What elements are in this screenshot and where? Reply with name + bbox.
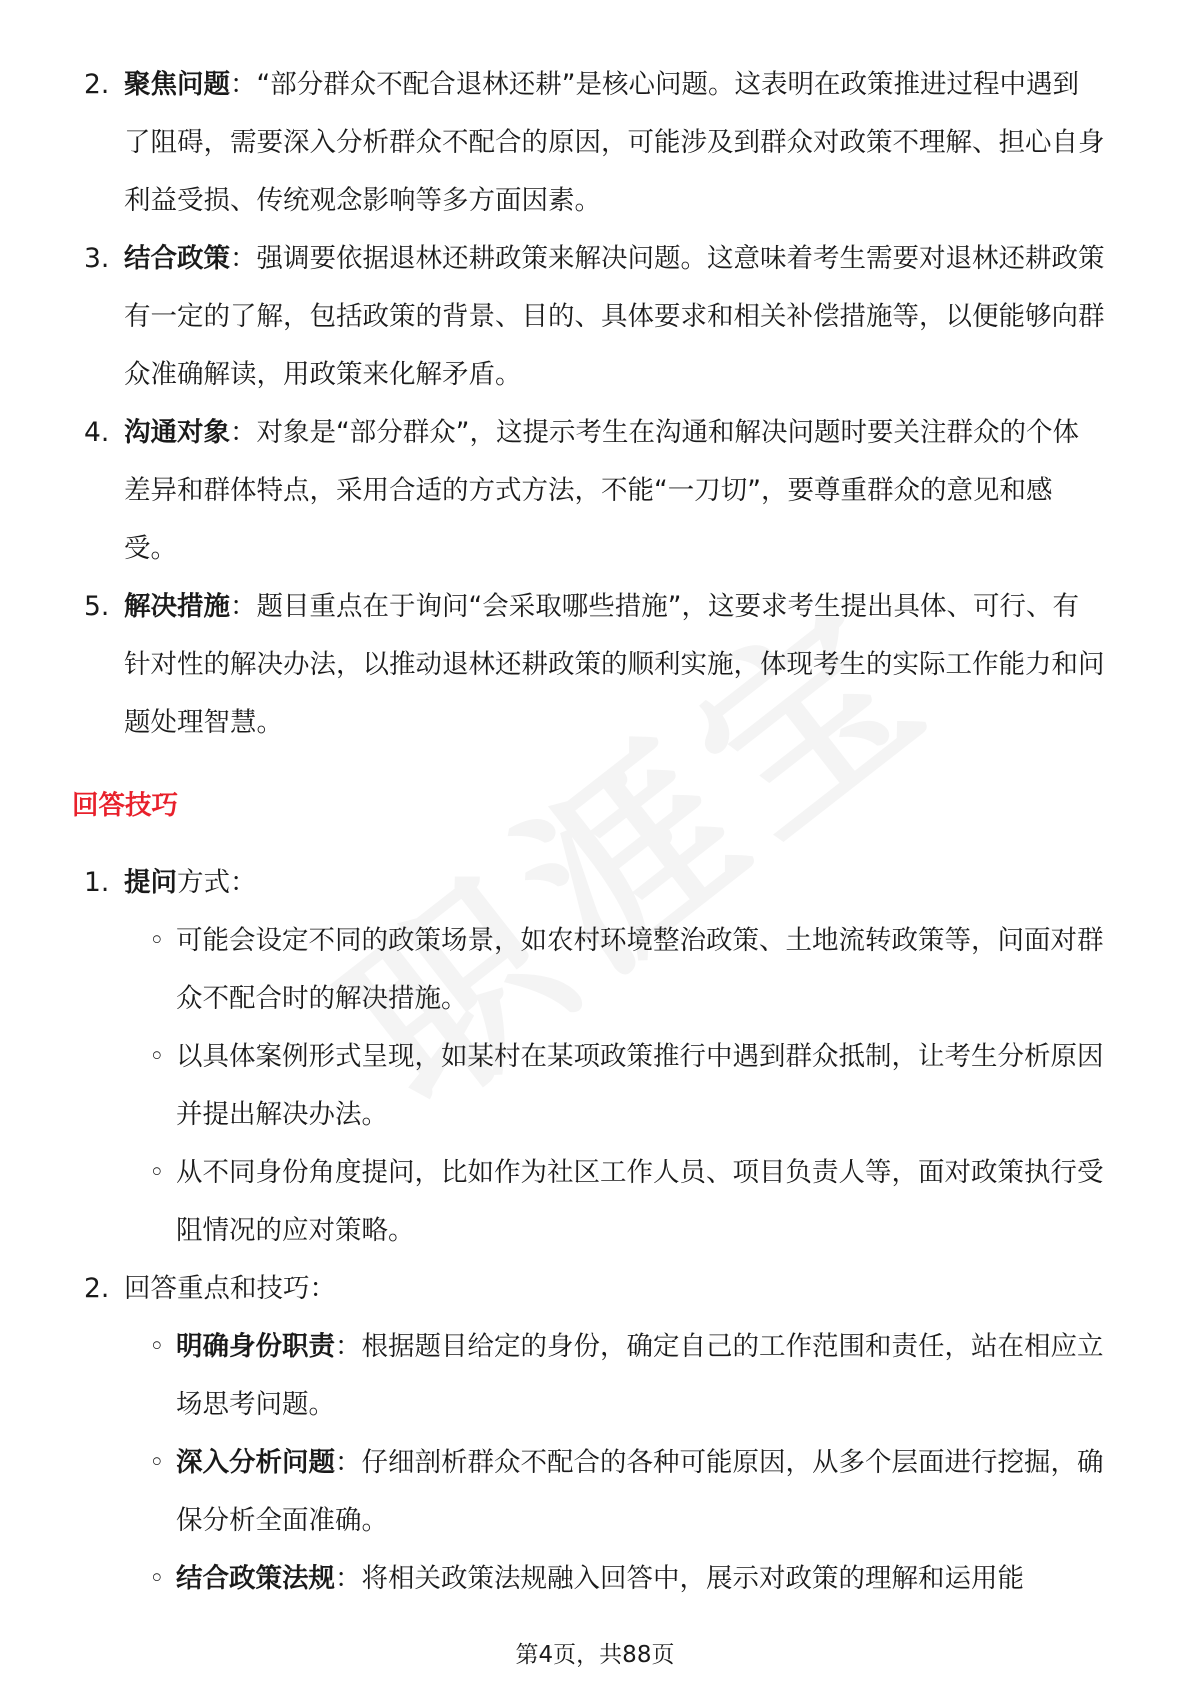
sub-text: 从不同身份角度提问，比如作为社区工作人员、项目负责人等，面对政策执行受阻情况的应对策略。: [176, 1157, 1104, 1246]
analysis-list: [0, 56, 1190, 752]
item-number: 2.: [84, 1273, 110, 1304]
list-item: [0, 404, 1190, 578]
sub-text: ：将相关政策法规融入回答中，展示对政策的理解和运用能: [335, 1563, 1024, 1594]
bullet-icon: ◦: [149, 925, 165, 956]
item-number: 1.: [84, 867, 110, 898]
sub-text: ：根据题目给定的身份，确定自己的工作范围和责任，站在相应立场思考问题。: [176, 1331, 1104, 1420]
sub-item: [124, 912, 1105, 1028]
sub-text: ：仔细剖析群众不配合的各种可能原因，从多个层面进行挖掘，确保分析全面准确。: [176, 1447, 1104, 1536]
list-item: [0, 578, 1190, 752]
sub-list: [124, 912, 1105, 1260]
item-title: 解决措施: [124, 591, 230, 622]
item-title: 沟通对象: [124, 417, 230, 448]
item-text: ：题目重点在于询问“会采取哪些措施”，这要求考生提出具体、可行、有针对性的解决办法，以推动退林还耕政策的顺利实施，体现考生的实际工作能力和问题处理智慧。: [124, 591, 1105, 738]
item-number: 3.: [84, 243, 110, 274]
bullet-icon: ◦: [149, 1041, 165, 1072]
bullet-icon: ◦: [149, 1331, 165, 1362]
item-number: 5.: [84, 591, 110, 622]
sub-list: [124, 1318, 1105, 1608]
bullet-icon: ◦: [149, 1157, 165, 1188]
bullet-icon: ◦: [149, 1447, 165, 1478]
sub-text: 以具体案例形式呈现，如某村在某项政策推行中遇到群众抵制，让考生分析原因并提出解决办法。: [176, 1041, 1104, 1130]
sub-title: 深入分析问题: [176, 1447, 335, 1478]
item-number: 4.: [84, 417, 110, 448]
item-number: 2.: [84, 69, 110, 100]
list-item: [0, 56, 1190, 230]
sub-title: 结合政策法规: [176, 1563, 335, 1594]
item-title: 结合政策: [124, 243, 230, 274]
page-footer: 第4页，共88页: [515, 1642, 675, 1668]
item-text: ：强调要依据退林还耕政策来解决问题。这意味着考生需要对退林还耕政策有一定的了解，包括政策的背景、目的、具体要求和相关补偿措施等，以便能够向群众准确解读，用政策来化解矛盾。: [124, 243, 1105, 390]
list-item: [0, 230, 1190, 404]
sub-text: 可能会设定不同的政策场景，如农村环境整治政策、土地流转政策等，问面对群众不配合时的解决措施。: [176, 925, 1104, 1014]
sub-item: [124, 1550, 1105, 1608]
item-text: 回答重点和技巧：: [124, 1273, 336, 1304]
skills-list: [0, 854, 1190, 1608]
list-item: [0, 1260, 1190, 1608]
sub-item: [124, 1028, 1105, 1144]
item-title: 聚焦问题: [124, 69, 230, 100]
section-heading: 回答技巧: [72, 790, 178, 821]
item-title: 提问: [124, 867, 177, 898]
list-item: [0, 854, 1190, 1260]
sub-item: [124, 1318, 1105, 1434]
bullet-icon: ◦: [149, 1563, 165, 1594]
sub-item: [124, 1434, 1105, 1550]
item-text: ：对象是“部分群众”，这提示考生在沟通和解决问题时要关注群众的个体差异和群体特点，采用合适的方式方法，不能“一刀切”，要尊重群众的意见和感受。: [124, 417, 1079, 564]
sub-title: 明确身份职责: [176, 1331, 335, 1362]
item-text: ：“部分群众不配合退林还耕”是核心问题。这表明在政策推进过程中遇到了阻碍，需要深入分析群众不配合的原因，可能涉及到群众对政策不理解、担心自身利益受损、传统观念影响等多方面因素。: [124, 69, 1105, 216]
item-text: 方式：: [177, 867, 257, 898]
sub-item: [124, 1144, 1105, 1260]
